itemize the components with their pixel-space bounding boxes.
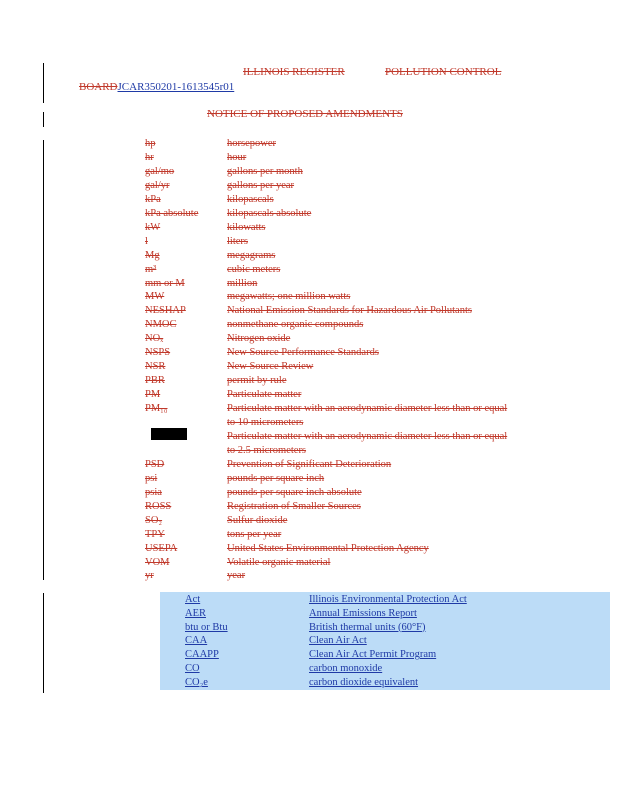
definition: liters <box>227 235 248 247</box>
abbreviation: Act <box>185 594 201 605</box>
abbreviation: psia <box>145 486 162 498</box>
definition: permit by rule <box>227 375 287 387</box>
definition: kilopascals absolute <box>227 207 312 219</box>
abbreviation: kPa <box>145 193 161 205</box>
definition: cubic meters <box>227 263 281 275</box>
definition: Nitrogen oxide <box>227 333 291 345</box>
abbreviation: l <box>145 235 148 247</box>
definition: Clean Air Act Permit Program <box>309 649 437 661</box>
definition: New Source Performance Standards <box>227 347 379 359</box>
abbreviation: NSPS <box>145 347 171 359</box>
definition: million <box>227 277 258 289</box>
abbreviation: ROSS <box>145 500 172 512</box>
abbreviation: PM₁₀ <box>145 403 168 415</box>
definition: tons per year <box>227 528 282 540</box>
notice-title: NOTICE OF PROPOSED AMENDMENTS <box>207 108 403 120</box>
abbreviation: m³ <box>145 263 157 275</box>
change-bar <box>43 112 44 127</box>
abbreviation: AER <box>185 607 206 619</box>
definition: hour <box>227 151 247 163</box>
board-deleted-text: BOARD <box>79 81 118 93</box>
definition: Volatile organic material <box>227 556 331 568</box>
board-title-line2 <box>79 81 234 95</box>
abbreviation: PM <box>145 389 161 401</box>
definition: Registration of Smaller Sources <box>227 500 361 512</box>
abbreviation: psi <box>145 472 158 484</box>
definition: carbon monoxide <box>309 663 383 674</box>
redaction-box <box>151 428 187 440</box>
abbreviation: CAAPP <box>185 649 219 661</box>
definition: to 10 micrometers <box>227 417 304 428</box>
definition: Particulate matter with an aerodynamic diameter less than or equal <box>227 403 508 415</box>
abbreviation: hr <box>145 151 154 163</box>
abbreviation: btu or Btu <box>185 621 228 633</box>
definition: carbon dioxide equivalent <box>309 676 419 688</box>
abbreviation: Mg <box>145 249 160 261</box>
change-bar <box>43 140 44 580</box>
inserted-definitions-block <box>160 592 610 690</box>
definition: kilowatts <box>227 221 266 233</box>
definition: Annual Emissions Report <box>309 607 417 619</box>
definition: Clean Air Act <box>309 635 367 647</box>
definition: gallons per year <box>227 179 295 191</box>
definition: Particulate matter with an aerodynamic diameter less than or equal <box>227 430 508 442</box>
definition: pounds per square inch <box>227 472 325 484</box>
jcar-number: JCAR350201-1613545r01 <box>117 81 235 93</box>
abbreviation: gal/yr <box>145 179 170 191</box>
definition: Prevention of Significant Deterioration <box>227 458 392 470</box>
definition: year <box>227 570 246 582</box>
abbreviation: CAA <box>185 635 208 647</box>
definition: kilopascals <box>227 193 274 205</box>
definition: megawatts; one million watts <box>227 291 351 303</box>
definition: Illinois Environmental Protection Act <box>309 594 467 605</box>
definition: Sulfur dioxide <box>227 514 288 526</box>
abbreviation: NESHAP <box>145 305 186 317</box>
definition: nonmethane organic compounds <box>227 319 364 331</box>
definition: megagrams <box>227 249 276 261</box>
abbreviation: PSD <box>145 458 165 470</box>
abbreviation: TPY <box>145 528 165 540</box>
abbreviation: NOₓ <box>145 333 164 345</box>
abbreviation: mm or M <box>145 277 185 289</box>
definition: pounds per square inch absolute <box>227 486 362 498</box>
abbreviation: MW <box>145 291 165 303</box>
abbreviation: yr <box>145 570 154 582</box>
abbreviation: CO <box>185 663 200 674</box>
definition: New Source Review <box>227 361 314 373</box>
abbreviation: VOM <box>145 556 170 568</box>
definition: United States Environmental Protection Agency <box>227 542 429 554</box>
abbreviation: gal/mo <box>145 165 175 177</box>
board-title-line1: POLLUTION CONTROL <box>385 66 502 78</box>
abbreviation: USEPA <box>145 542 178 554</box>
abbreviation: hp <box>145 138 156 149</box>
abbreviation: NMOC <box>145 319 177 331</box>
abbreviation: kW <box>145 221 161 233</box>
change-bar <box>43 593 44 693</box>
abbreviation: SO₂ <box>145 514 163 526</box>
abbreviation: PBR <box>145 375 165 387</box>
definition: Particulate matter <box>227 389 302 401</box>
abbreviation: CO₂e <box>185 676 208 688</box>
register-title: ILLINOIS REGISTER <box>243 66 345 78</box>
definition: British thermal units (60°F) <box>309 621 426 633</box>
abbreviation: NSR <box>145 361 166 373</box>
definition: to 2.5 micrometers <box>227 444 307 456</box>
change-bar <box>43 63 44 103</box>
definition: National Emission Standards for Hazardous Air Pollutants <box>227 305 472 317</box>
definition: gallons per month <box>227 165 303 177</box>
abbreviation: kPa absolute <box>145 207 199 219</box>
definition: horsepower <box>227 138 276 149</box>
